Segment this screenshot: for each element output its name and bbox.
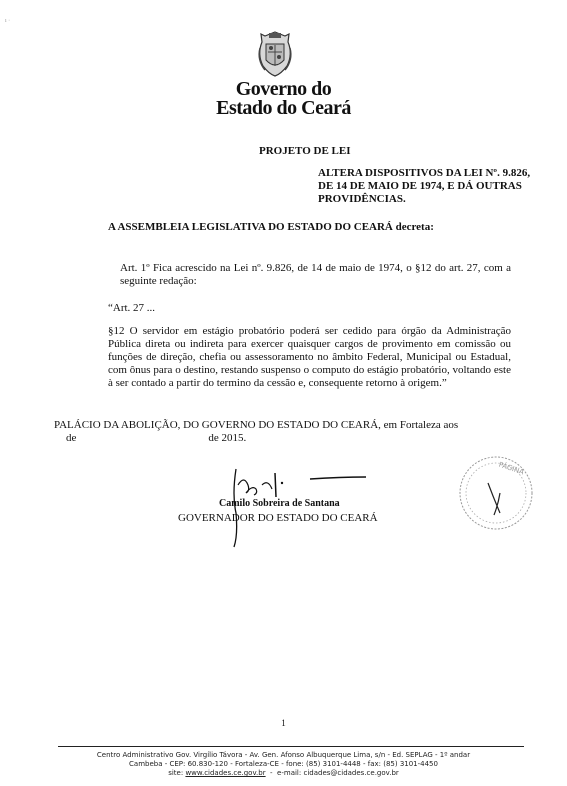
- footer-address-line-1: Centro Administrativo Gov. Virgílio Távora - Av. Gen. Afonso Albuquerque Lima, s/n - Ed. SEPLAG - 1º andar: [96, 751, 471, 759]
- article-27-ref: “Art. 27 ...: [108, 302, 156, 314]
- closing-line-1: PALÁCIO DA ABOLIÇÃO, DO GOVERNO DO ESTADO DO CEARÁ, em Fortaleza aos: [54, 419, 459, 431]
- header-line-1: Governo do: [235, 78, 332, 100]
- signatory-name: Camilo Sobreira de Santana: [219, 498, 340, 509]
- document-kind: PROJETO DE LEI: [259, 145, 351, 157]
- signatory-title: GOVERNADOR DO ESTADO DO CEARÁ: [178, 512, 378, 524]
- footer: [0, 751, 567, 778]
- footer-divider: [58, 746, 524, 747]
- margin-mark: ı ·: [5, 18, 11, 24]
- state-coat-of-arms-icon: [255, 30, 295, 78]
- closing: [54, 419, 509, 445]
- article-1: [66, 262, 511, 288]
- stamp-text: PÁGINA: [497, 460, 525, 477]
- paragraph-12-text: §12 O servidor em estágio probatório poderá ser cedido para órgão da Administração Pública direta ou indireta para exercer quaisquer cargos de provimento em comissão ou funções de direção, chefia ou assessoramento no âmbito Federal, Municipal ou Estadual, com ônus para o destino, restando suspenso o computo do estágio probatório, voltando este à ser contado a partir do termino da cessão e, consequente retorno à origem.”: [108, 325, 511, 389]
- closing-de: de: [66, 432, 77, 444]
- article-1-text: Art. 1º Fica acrescido na Lei nº. 9.826, de 14 de maio de 1974, o §12 do art. 27, com a seguinte redação:: [120, 262, 511, 287]
- paragraph-12: [66, 325, 511, 390]
- page-number-stamp-icon: [456, 453, 536, 533]
- closing-line-2: [54, 432, 509, 445]
- closing-year: de 2015.: [208, 432, 247, 444]
- footer-contact-line: site: www.cidades.ce.gov.br - e-mail: cidades@cidades.ce.gov.br: [168, 769, 399, 777]
- footer-email: cidades@cidades.ce.gov.br: [303, 769, 399, 777]
- page-number: 1: [281, 718, 286, 728]
- footer-site-link[interactable]: www.cidades.ce.gov.br: [185, 769, 266, 777]
- footer-email-label: e-mail:: [277, 769, 302, 777]
- footer-address-line-2: Cambeba - CEP: 60.830-120 - Fortaleza-CE - fone: (85) 3101-4448 - fax: (85) 3101-4450: [129, 760, 438, 768]
- header-line-2: Estado do Ceará: [216, 97, 351, 119]
- footer-site-label: site:: [168, 769, 184, 777]
- enacting-clause: A ASSEMBLEIA LEGISLATIVA DO ESTADO DO CEARÁ decreta:: [108, 221, 434, 233]
- ementa: ALTERA DISPOSITIVOS DA LEI Nº. 9.826, DE 14 DE MAIO DE 1974, E DÁ OUTRAS PROVIDÊNCIAS.: [318, 167, 531, 205]
